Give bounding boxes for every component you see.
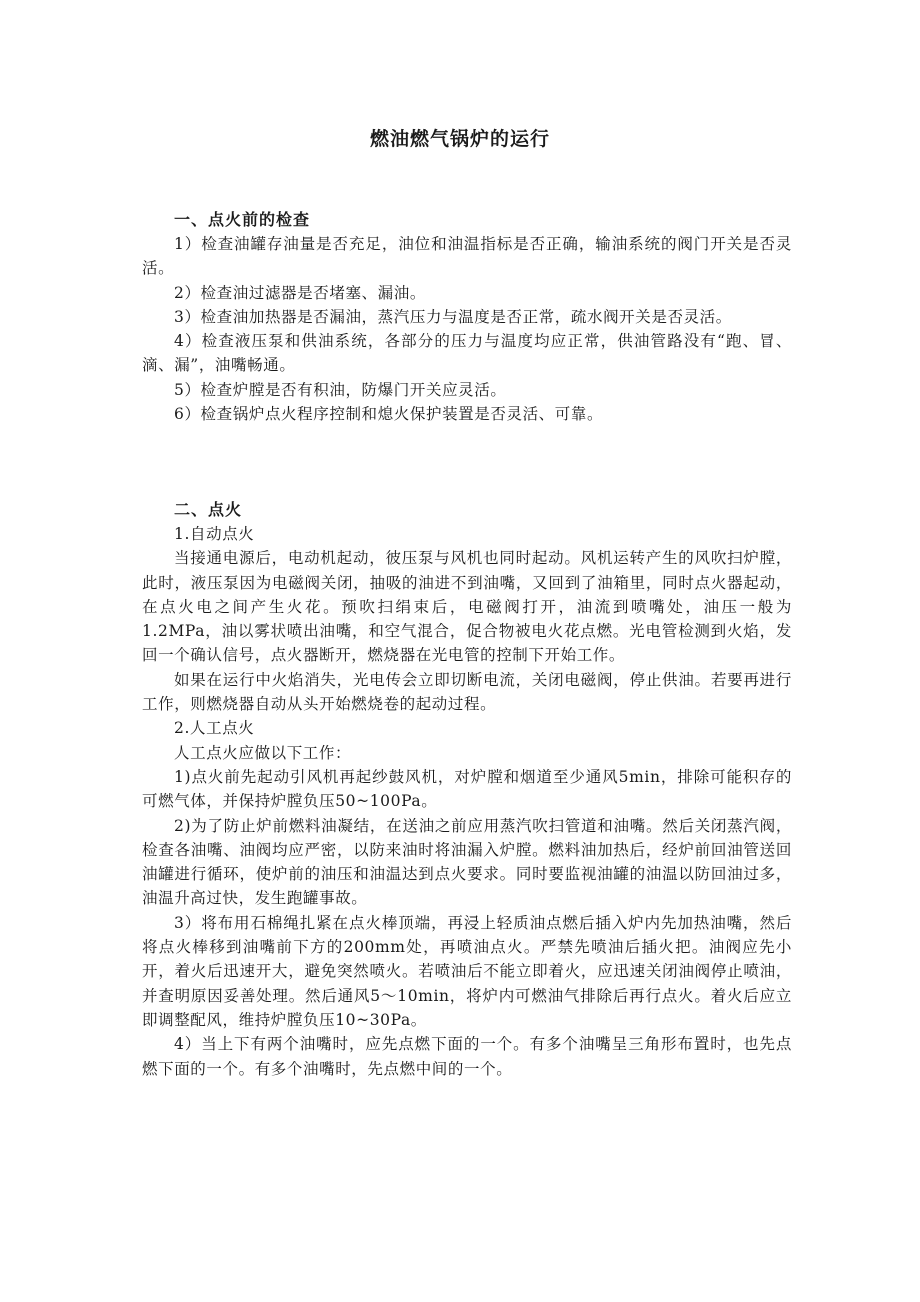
document-title: 燃油燃气锅炉的运行 (369, 128, 550, 150)
check-item: 6）检查锅炉点火程序控制和熄火保护装置是否灵活、可靠。 (174, 405, 604, 424)
check-item: 4）检查液压泵和供油系统，各部分的压力与温度均应正常，供油管路没有“跑、冒、滴、漏”，油嘴畅通。 (142, 332, 792, 375)
paragraph: 4）当上下有两个油嘴时，应先点燃下面的一个。有多个油嘴呈三角形布置时，也先点燃下面的一个。有多个油嘴时，先点燃中间的一个。 (142, 1035, 792, 1078)
paragraph: 3）将布用石棉绳扎紧在点火棒顶端，再浸上轻质油点燃后插入炉内先加热油嘴，然后将点火棒移到油嘴前下方的200mm处，再喷油点火。严禁先喷油后插火把。油阀应先小开，着火后迅速开大，避免突然喷火。若喷油后不能立即着火，应迅速关闭油阀停止喷油，并查明原因妥善处理。然后通风5～10min，将炉内可燃油气排除后再行点火。着火后应立即调整配风，维持炉膛负压10~30Pa。 (142, 913, 792, 1029)
paragraph: 当接通电源后，电动机起动，彼压泵与风机也同时起动。风机运转产生的风吹扫炉膛，此时，液压泵因为电磁阀关闭，抽吸的油进不到油嘴，又回到了油箱里，同时点火器起动，在点火电之间产生火花。预吹扫绢束后，电磁阀打开，油流到喷嘴处，油压一般为1.2MPa，油以雾状喷出油嘴，和空气混合，促合物被电火花点燃。光电管检测到火焰，发回一个确认信号，点火器断开，燃烧器在光电管的控制下开始工作。 (142, 549, 792, 665)
check-item: 1）检查油罐存油量是否充足，油位和油温指标是否正确，输油系统的阀门开关是否灵活。 (142, 235, 792, 278)
section-ignition (142, 498, 792, 1081)
section-pre-ignition-check (142, 208, 792, 426)
subsection-heading: 2.人工点火 (174, 719, 255, 738)
subsection-heading: 1.自动点火 (174, 525, 255, 543)
paragraph: 人工点火应做以下工作： (174, 743, 352, 762)
paragraph: 如果在运行中火焰消失，光电传会立即切断电流，关闭电磁阀，停止供油。若要再进行工作，则燃烧器自动从头开始燃烧卷的起动过程。 (142, 670, 792, 714)
check-item: 2）检查油过滤器是否堵塞、漏油。 (174, 283, 426, 302)
paragraph: 2)为了防止炉前燃料油凝结，在送油之前应用蒸汽吹扫管道和油嘴。然后关闭蒸汽阀，检查各油嘴、油阀均应严密，以防来油时将油漏入炉膛。燃料油加热后，经炉前回油管送回油罐进行循环，使炉前的油压和油温达到点火要求。同时要监视油罐的油温以防回油过多，油温升高过快，发生跑罐事故。 (142, 816, 792, 908)
check-item: 5）检查炉膛是否有积油，防爆门开关应灵活。 (174, 380, 507, 399)
section-heading: 一、点火前的检查 (174, 210, 311, 229)
check-item: 3）检查油加热器是否漏油，蒸汽压力与温度是否正常，疏水阀开关是否灵活。 (174, 307, 732, 326)
section-heading: 二、点火 (174, 500, 243, 519)
paragraph: 1)点火前先起动引风机再起纱鼓风机，对炉膛和烟道至少通风5min，排除可能积存的可燃气体，并保持炉膛负压50~100Pa。 (142, 767, 792, 811)
